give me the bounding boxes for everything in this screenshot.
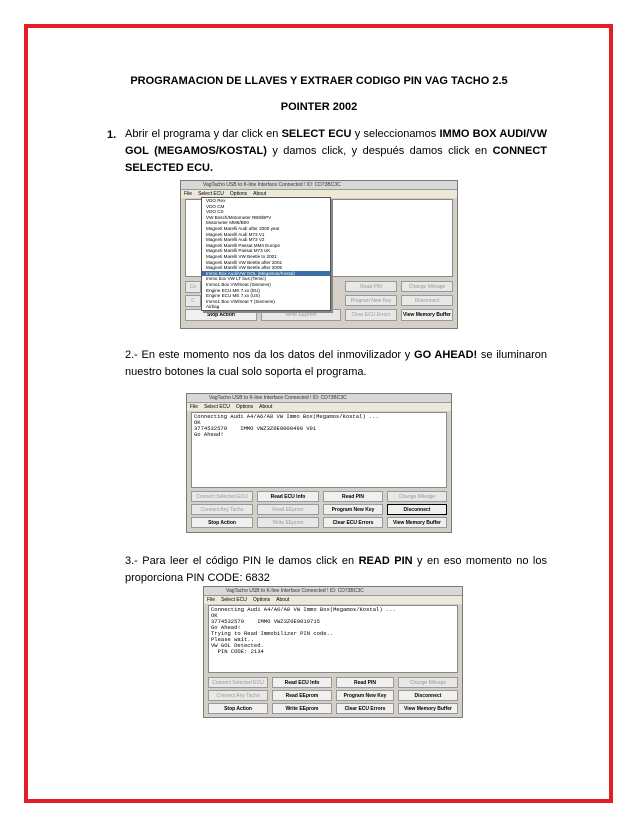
program-key-button[interactable]: Program New Key <box>336 690 394 701</box>
log-line: Go Ahead! <box>211 624 241 631</box>
menu-options[interactable]: Options <box>229 191 248 197</box>
dropdown-item[interactable]: Engine ECU ME 7.xx (US) <box>206 293 260 299</box>
change-mileage-button[interactable]: Change Mileage <box>398 677 458 688</box>
view-memory-button[interactable]: View Memory Buffer <box>398 703 458 714</box>
connect-tacho-button[interactable]: Connect Any Tacho <box>208 690 268 701</box>
dropdown-item[interactable]: Airbag <box>206 304 220 310</box>
dropdown-item[interactable]: Magneti Marelli Audi M73 V1 <box>206 231 265 237</box>
change-mileage-button[interactable]: Change Mileage <box>387 491 447 502</box>
connect-tacho-button[interactable]: Connect Any Tacho <box>191 504 253 515</box>
side-label-c[interactable]: C <box>185 295 201 307</box>
window-titlebar: VagTacho USB to K-line Interface Connected ! ID: CD73BC3C <box>181 181 457 190</box>
dropdown-item[interactable]: VDO CM <box>206 203 225 209</box>
dropdown-item[interactable]: VW Bosch/Motometer RB8/BPV <box>206 214 272 220</box>
change-mileage-button[interactable]: Change Mileage <box>401 281 453 292</box>
stop-action-button[interactable]: Stop Action <box>208 703 268 714</box>
side-label-co[interactable]: Co <box>185 281 201 293</box>
menu-file[interactable]: File <box>190 404 199 410</box>
document-title: PROGRAMACION DE LLAVES Y EXTRAER CODIGO PIN VAG TACHO 2.5 <box>130 75 508 87</box>
menu-select-ecu[interactable]: Select ECU <box>204 404 230 410</box>
menu-about[interactable]: About <box>259 404 273 410</box>
read-pin-button[interactable]: Read PIN <box>323 491 383 502</box>
clear-errors-button[interactable]: Clear ECU Errors <box>345 309 397 321</box>
window-titlebar: VagTacho USB to K-line Interface Connected ! ID: CD73BC3C <box>204 587 462 596</box>
log-line: Connecting Audi A4/A6/A8 VW Immo Box(Megamos/Kostal) ... <box>211 606 396 613</box>
window-titlebar: VagTacho USB to K-line Interface Connected ! ID: CD73BC3C <box>187 394 451 403</box>
dropdown-item[interactable]: Immo1 Box VW/Seat (Siemens) <box>206 281 271 287</box>
read-pin-button[interactable]: Read PIN <box>336 677 394 688</box>
read-pin-button[interactable]: Read PIN <box>345 281 397 292</box>
read-eeprom-button[interactable]: Read EEprom <box>272 690 332 701</box>
log-area <box>191 412 447 488</box>
log-line: OK <box>194 419 201 426</box>
dropdown-item[interactable]: Magneti Marelli Audi M73 V2 <box>206 237 265 243</box>
disconnect-button[interactable]: Disconnect <box>401 295 453 306</box>
log-line: Please wait.. <box>211 636 254 643</box>
connect-ecu-button[interactable]: Connect Selected ECU <box>191 491 253 502</box>
dropdown-item[interactable]: Magneti Marelli Audi after 2000 year <box>206 225 280 231</box>
menu-select-ecu[interactable]: Select ECU <box>198 191 224 197</box>
menu-file[interactable]: File <box>207 597 216 603</box>
dropdown-item[interactable]: Immo1 Box VW/Seat T (Siemens) <box>206 298 275 304</box>
log-line: OK <box>211 612 218 619</box>
log-line: VW GOL Detected. <box>211 642 264 649</box>
log-line: Connecting Audi A4/A6/A8 VW Immo Box(Megamos/Kostal) ... <box>194 413 379 420</box>
program-key-button[interactable]: Program New Key <box>345 295 397 306</box>
log-line: Trying to Read Immobilizer PIN code.. <box>211 630 334 637</box>
screenshot-3 <box>203 586 463 718</box>
dropdown-item[interactable]: Engine ECU ME 7.xx (EU) <box>206 287 260 293</box>
write-eeprom-button[interactable]: Write EEprom <box>257 517 319 528</box>
read-ecu-info-button[interactable]: Read ECU Info <box>257 491 319 502</box>
dropdown-item[interactable]: Immo Box Audi/VW GOL (Megamos/Kostal) <box>202 271 330 277</box>
log-line: PIN CODE: 2134 <box>211 648 264 655</box>
menu-bar <box>204 596 462 604</box>
read-ecu-info-button[interactable]: Read ECU Info <box>272 677 332 688</box>
dropdown-item[interactable]: VDO CS <box>206 209 224 215</box>
step-3-text: 3.- Para leer el código PIN le damos click en READ PIN y en eso momento no los proporciona PIN CODE: 6832 <box>125 555 547 584</box>
menu-select-ecu[interactable]: Select ECU <box>221 597 247 603</box>
menu-options[interactable]: Options <box>235 404 254 410</box>
clear-errors-button[interactable]: Clear ECU Errors <box>336 703 394 714</box>
write-eeprom-button[interactable]: Write EEprom <box>261 309 341 321</box>
write-eeprom-button[interactable]: Write EEprom <box>272 703 332 714</box>
dropdown-item[interactable]: Magneti Marelli VW Beetle after 2005 <box>206 265 283 271</box>
menu-bar <box>187 403 451 411</box>
disconnect-button[interactable]: Disconnect <box>398 690 458 701</box>
log-line: Go Ahead! <box>194 431 224 438</box>
screenshot-2 <box>186 393 452 533</box>
program-key-button[interactable]: Program New Key <box>323 504 383 515</box>
stop-action-button[interactable]: Stop Action <box>191 517 253 528</box>
dropdown-item[interactable]: Magneti Marelli Passat M73 UK <box>206 248 271 254</box>
connect-ecu-button[interactable]: Connect Selected ECU <box>208 677 268 688</box>
dropdown-item[interactable]: Magneti Marelli VW Beetle after 2001 <box>206 259 283 265</box>
clear-errors-button[interactable]: Clear ECU Errors <box>323 517 383 528</box>
dropdown-item[interactable]: Magneti Marelli VW Beetle to 2001 <box>206 253 277 259</box>
menu-about[interactable]: About <box>253 191 267 197</box>
screenshot-1 <box>180 180 458 329</box>
dropdown-item[interactable]: Magneti Marelli Passat MM4 Europe <box>206 242 281 248</box>
select-ecu-dropdown[interactable] <box>201 197 331 311</box>
view-memory-button[interactable]: View Memory Buffer <box>401 309 453 321</box>
step-2-text: 2.- En este momento nos da los datos del inmovilizador y GO AHEAD! se iluminaron nuestro botones la cual solo soporta el programa. <box>125 349 547 378</box>
menu-about[interactable]: About <box>276 597 290 603</box>
disconnect-button[interactable]: Disconnect <box>387 504 447 515</box>
log-line: 3774532579 IMMO VWZ3Z0E9019715 <box>211 618 320 625</box>
step-1-number: 1. <box>107 129 117 141</box>
menu-file[interactable]: File <box>184 191 193 197</box>
stop-action-button[interactable]: Stop Action <box>185 309 257 321</box>
document-subtitle: POINTER 2002 <box>280 101 358 113</box>
read-eeprom-button[interactable]: Read EEprom <box>257 504 319 515</box>
dropdown-item[interactable]: VDO Rex <box>206 198 226 203</box>
step-1-text: Abrir el programa y dar click en SELECT ECU y seleccionamos IMMO BOX AUDI/VW GOL (MEGAMOS/KOSTAL) y damos click, y después damos click en CONNECT SELECTED ECU. <box>125 128 547 174</box>
view-memory-button[interactable]: View Memory Buffer <box>387 517 447 528</box>
menu-options[interactable]: Options <box>252 597 271 603</box>
log-area <box>208 605 458 673</box>
dropdown-item[interactable]: Motometer MM8/B00 <box>206 220 249 226</box>
dropdown-item[interactable]: Immo box VW LT bus (Temic) <box>206 276 267 282</box>
log-line: 3774532579 IMMO VWZ3Z0E9000490 V01 <box>194 425 317 432</box>
